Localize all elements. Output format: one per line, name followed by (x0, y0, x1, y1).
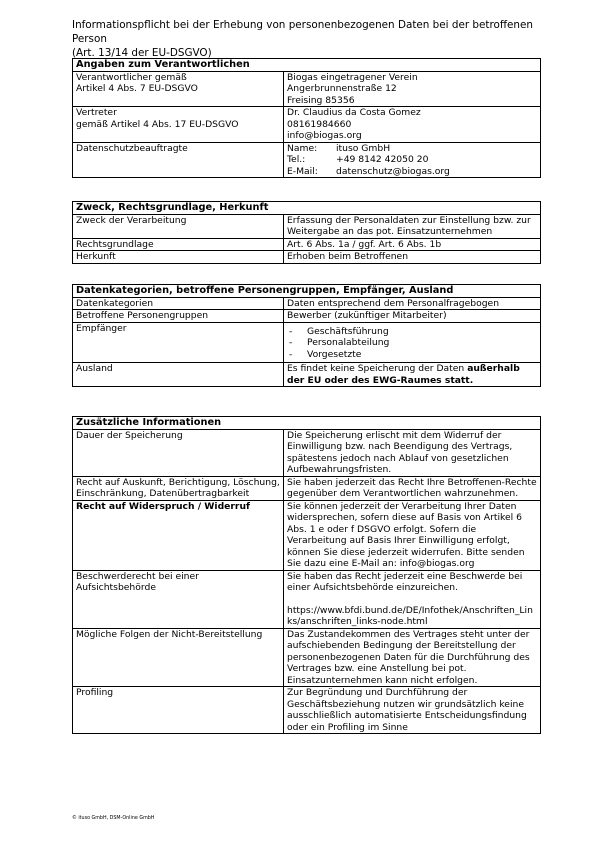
table-row (73, 107, 541, 143)
row-label: Profiling (73, 687, 284, 734)
row-value (284, 107, 541, 143)
table-row (73, 142, 541, 178)
list-item: - Vorgesetzte (287, 349, 538, 361)
value-line: Angerbrunnenstraße 12 (287, 83, 397, 94)
bfdi-link[interactable]: https://www.bfdi.bund.de/DE/Infothek/Anschriften_Links/anschriften_links-node.html (287, 604, 533, 627)
ausland-text: Es findet keine Speicherung der Daten (287, 363, 468, 374)
table-row (73, 363, 541, 387)
table-row (73, 322, 541, 363)
page-title (72, 18, 552, 60)
row-value: Erhoben beim Betroffenen (284, 251, 541, 264)
empfaenger-list (287, 326, 538, 361)
kv-key: E-Mail: (287, 165, 318, 177)
section-header: Datenkategorien, betroffene Personengruppen, Empfänger, Ausland (73, 285, 541, 298)
row-value (284, 71, 541, 107)
row-label: Ausland (73, 363, 284, 387)
row-label: Rechtsgrundlage (73, 238, 284, 251)
title-line-2: (Art. 13/14 der EU-DSGVO) (72, 47, 212, 59)
table-row (73, 500, 541, 570)
row-label: Mögliche Folgen der Nicht-Bereitstellung (73, 628, 284, 687)
row-value: Die Speicherung erlischt mit dem Widerruf der Einwilligung bzw. nach Beendigung des Vertrags, spätestens jedoch nach Ablauf von gesetzlichen Aufbewahrungsfristen. (284, 429, 541, 476)
list-item: - Geschäftsführung (287, 326, 538, 338)
ausland-text-bold: außerhalb der EU oder des EWG-Raumes statt. (287, 363, 520, 386)
row-value: Bewerber (zukünftiger Mitarbeiter) (284, 310, 541, 323)
table-row (73, 71, 541, 107)
row-label (73, 71, 284, 107)
zusatz-table (72, 416, 541, 734)
row-label: Datenkategorien (73, 297, 284, 310)
beschwerde-text: Sie haben das Recht jederzeit eine Beschwerde bei einer Aufsichtsbehörde einzureichen. (287, 570, 523, 593)
row-value (284, 322, 541, 363)
value-line: Biogas eingetragener Verein (287, 71, 418, 83)
label-line: Vertreter (76, 107, 117, 118)
footer-copyright: © ituso GmbH, DSM-Online GmbH (72, 816, 155, 821)
title-line-1: Informationspflicht bei der Erhebung von personenbezogenen Daten bei der betroffenen Person (72, 19, 533, 45)
verantwortliche-table (72, 58, 541, 178)
row-label: Zweck der Verarbeitung (73, 214, 284, 238)
kv-value: datenschutz@biogas.org (336, 165, 450, 177)
row-value (284, 142, 541, 178)
value-line: Freising 85356 (287, 94, 355, 106)
row-value: Zur Begründung und Durchführung der Geschäftsbeziehung nutzen wir grundsätzlich keine ausschließlich automatisierte Entscheidungsfindung oder ein Profiling im Sinne (284, 687, 541, 734)
zweck-table (72, 201, 541, 264)
row-value: Art. 6 Abs. 1a / ggf. Art. 6 Abs. 1b (284, 238, 541, 251)
list-item: - Personalabteilung (287, 337, 538, 349)
row-label: Herkunft (73, 251, 284, 264)
row-label: Datenschutzbeauftragte (73, 142, 284, 178)
row-value: Daten entsprechend dem Personalfragebogen (284, 297, 541, 310)
label-line: Artikel 4 Abs. 7 EU-DSGVO (76, 83, 198, 94)
row-value (284, 570, 541, 628)
table-row (73, 238, 541, 251)
row-label: Recht auf Auskunft, Berichtigung, Löschung, Einschränkung, Datenübertragbarkeit (73, 476, 284, 500)
table-row (73, 429, 541, 476)
table-row (73, 251, 541, 264)
table-row (73, 570, 541, 628)
row-value: Das Zustandekommen des Vertrages steht unter der aufschiebenden Bedingung der Bereitstellung der personenbezogenen Daten für die Durchführung des Vertrages bzw. eine Anstellung bei pot. Einsatzunternehmen kann nicht erfolgen. (284, 628, 541, 687)
row-value: Sie können jederzeit der Verarbeitung Ihrer Daten widersprechen, sofern diese auf Basis von Artikel 6 Abs. 1 e oder f DSGVO erfolgt. Sofern die Verarbeitung auf Basis Ihrer Einwilligung erfolgt, können Sie diese jederzeit widerrufen. Bitte senden Sie dazu eine E-Mail an: info@biogas.org (284, 500, 541, 570)
row-label: Betroffene Personengruppen (73, 310, 284, 323)
row-value: Erfassung der Personaldaten zur Einstellung bzw. zur Weitergabe an das pot. Einsatzunternehmen (284, 214, 541, 238)
kategorien-table (72, 284, 541, 387)
table-row (73, 476, 541, 500)
table-row (73, 310, 541, 323)
section-header: Zweck, Rechtsgrundlage, Herkunft (73, 202, 541, 215)
table-row (73, 214, 541, 238)
label-line: gemäß Artikel 4 Abs. 17 EU-DSGVO (76, 118, 239, 130)
row-value: Sie haben jederzeit das Recht Ihre Betroffenen-Rechte gegenüber dem Verantwortlichen wahrzunehmen. (284, 476, 541, 500)
kv-value: +49 8142 42050 20 (336, 154, 429, 165)
row-label: Dauer der Speicherung (73, 429, 284, 476)
section-header: Zusätzliche Informationen (73, 417, 541, 430)
section-header: Angaben zum Verantwortlichen (73, 59, 541, 72)
table-row (73, 628, 541, 687)
row-label: Recht auf Widerspruch / Widerruf (73, 500, 284, 570)
value-line: Dr. Claudius da Costa Gomez (287, 107, 421, 118)
table-row (73, 687, 541, 734)
value-line: 08161984660 (287, 118, 352, 130)
row-value (284, 363, 541, 387)
table-row (73, 297, 541, 310)
row-label: Beschwerderecht bei einer Aufsichtsbehörde (73, 570, 284, 628)
row-label: Empfänger (73, 322, 284, 363)
label-line: Verantwortlicher gemäß (76, 71, 187, 83)
kv-value: ituso GmbH (336, 142, 391, 154)
row-label (73, 107, 284, 143)
kv-key: Tel.: (287, 154, 306, 165)
dsb-details (287, 143, 538, 178)
value-line: info@biogas.org (287, 130, 362, 141)
kv-key: Name: (287, 142, 318, 154)
